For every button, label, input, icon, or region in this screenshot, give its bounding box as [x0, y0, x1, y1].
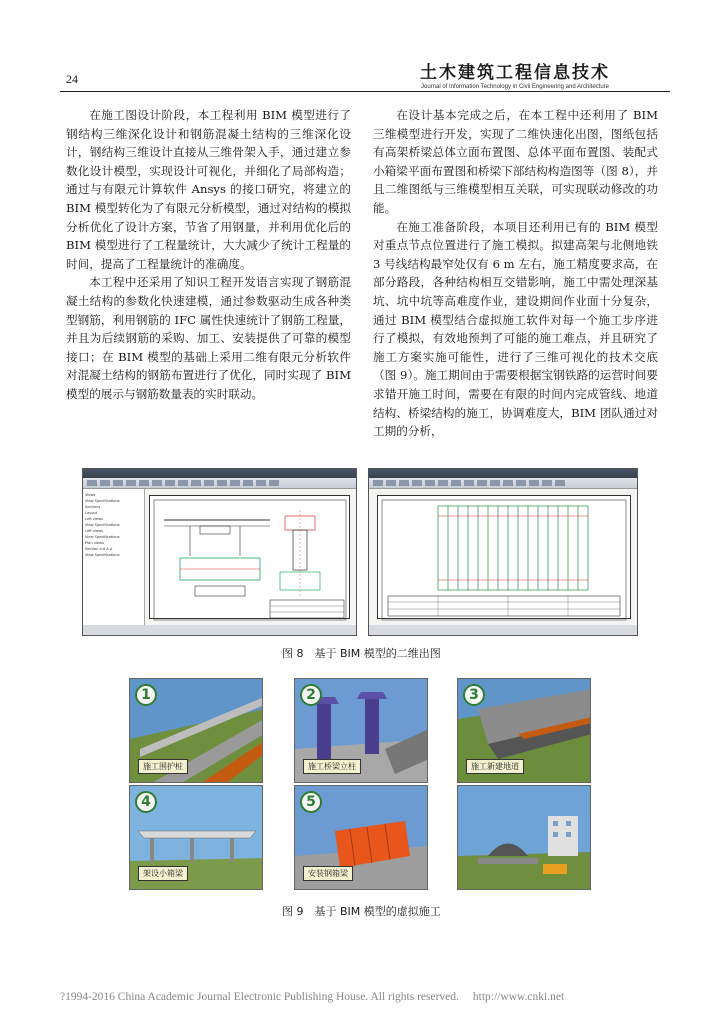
tree-item: Sections [85, 505, 101, 509]
paragraph: 本工程中还采用了知识工程开发语言实现了钢筋混凝土结构的参数化快速建模，通过参数驱动生成各种类型钢筋，利用钢筋的 IFC 属性快速统计了钢筋工程量，并且为后续钢筋的采购、加工、安装提供了可靠的模型接口；在 BIM 模型的基础上采用二维有限元分析软件对混凝土结构的钢筋布置进行了优化，同时实现了 BIM 模型的展示与钢筋数量表的实时联动。 [66, 275, 351, 401]
scene-label: 架设小箱梁 [138, 866, 188, 881]
journal-title-cn: 土木建筑工程信息技术 [420, 63, 610, 83]
copyright-text: ?1994-2016 China Academic Journal Electronic Publishing House. All rights reserved. [60, 991, 459, 1003]
window-titlebar [369, 469, 637, 478]
paragraph: 在设计基本完成之后，在本工程中还利用了 BIM 三维模型进行开发，实现了二维快速化出图，图纸包括有高架桥梁总体立面布置图、总体平面布置图、装配式小箱梁平面布置图和桥梁下部结构构造图等（图 8），并且二维图纸与三维模型相互关联，可实现联动修改的功能。 [373, 108, 658, 215]
window-statusbar [369, 625, 637, 635]
tree-item: View Specifications [85, 553, 120, 557]
scene-4-box-girder [129, 785, 263, 890]
scene-label: 施工桥梁立柱 [303, 759, 361, 774]
tree-item: Plan views [85, 541, 104, 545]
drawing-sheet [377, 495, 631, 619]
scene-5-steel-box-girder [294, 785, 428, 890]
journal-title-en: Journal of Information Technology in Civil Engineering and Architecture [421, 84, 609, 90]
scene-6-overview [457, 785, 591, 890]
figure8-screenshot-elevation [82, 468, 357, 636]
elevation-drawing [150, 496, 350, 624]
figure9-caption: 图 9 基于 BIM 模型的虚拟施工 [282, 905, 441, 918]
tree-item: View Specifications [85, 499, 120, 503]
tree-item: Section cut A-A [85, 547, 113, 551]
scene-1-retaining-piles [129, 678, 263, 783]
scene-number-badge: 3 [463, 684, 485, 706]
paragraph: 在施工准备阶段，本项目还利用已有的 BIM 模型对重点节点位置进行了施工模拟。拟建高架与北侧地铁 3 号线结构最窄处仅有 6 m 左右，施工精度要求高，在部分路段，各种结构相互交错影响，施工中需处理深基坑、坑中坑等高难度作业，建设期间作业面十分复杂，通过 BIM 模型结合虚拟施工软件对每一个施工步序进行了模拟，有效地预判了可能的施工难点，并且研究了施工方案实施可能性，进行了三维可视化的技术交底（图 9）。施工期间由于需要根据宝钢铁路的运营时间要求错开施工时间，需要在有限的时间内完成管线、地道结构、桥梁结构的施工，协调难度大，BIM 团队通过对工期的分析， [373, 219, 658, 439]
scene-number-badge: 4 [135, 791, 157, 813]
tree-item: View Specifications [85, 535, 120, 539]
drawing-sheet [149, 495, 350, 619]
scene-label: 施工围护桩 [138, 759, 188, 774]
plan-drawing [378, 496, 630, 624]
scene-label: 施工新建地道 [466, 759, 524, 774]
ribbon-toolbar [83, 478, 356, 489]
tree-item: Left views [85, 529, 104, 533]
figure8-caption: 图 8 基于 BIM 模型的二维出图 [282, 647, 441, 660]
right-column [373, 106, 658, 441]
window-titlebar [83, 469, 356, 478]
page-header [60, 62, 670, 92]
footer-url: http://www.cnki.net [472, 991, 565, 1003]
tree-item: Views [85, 493, 96, 497]
tree-item: View Specifications [85, 523, 120, 527]
journal-title-block [420, 58, 610, 90]
workspace [83, 489, 356, 625]
model-tree [83, 489, 145, 625]
scene-number-badge: 5 [300, 791, 322, 813]
left-column [66, 106, 351, 404]
page-number: 24 [66, 72, 78, 86]
scene-number-badge: 1 [135, 684, 157, 706]
page-footer [60, 991, 564, 1003]
workspace [369, 489, 637, 625]
scene-3-new-underpass [457, 678, 591, 783]
figure8-screenshot-plan [368, 468, 638, 636]
scene-number-badge: 2 [300, 684, 322, 706]
scene-2-bridge-columns [294, 678, 428, 783]
scene-label: 安装钢箱梁 [303, 866, 353, 881]
window-statusbar [83, 625, 356, 635]
tree-item: Left views [85, 517, 104, 521]
paragraph: 在施工图设计阶段，本工程利用 BIM 模型进行了钢结构三维深化设计和钢筋混凝土结构的三维深化设计，钢结构三维设计直接从三维骨架入手，通过建立参数化设计模型，实现设计可视化，并细化了局部构造；通过与有限元计算软件 Ansys 的接口研究，将建立的 BIM 模型转化为了有限元分析模型，通过对结构的模拟分析优化了设计方案，节省了用钢量，并利用优化后的 BIM 模型进行了工程量统计，大大减少了统计工程量的时间，提高了工程量统计的准确度。 [66, 108, 351, 271]
ribbon-toolbar [369, 478, 637, 489]
tree-item: Layout [85, 511, 98, 515]
